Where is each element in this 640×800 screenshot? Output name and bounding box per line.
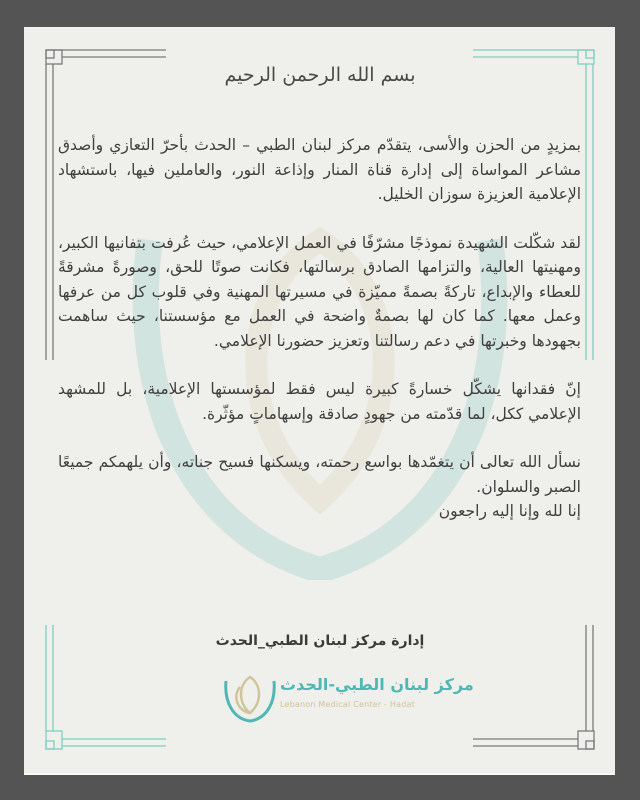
page-title: بسم الله الرحمن الرحيم — [224, 64, 416, 86]
signature: إدارة مركز لبنان الطبي_الحدث — [215, 633, 425, 649]
logo — [222, 673, 474, 723]
logo-name-arabic: مركز لبنان الطبي-الحدث — [280, 675, 474, 694]
lotus-logo-icon — [222, 673, 278, 723]
paragraph-loss: إنّ فقدانها يشكّل خسارةً كبيرة ليس فقط لمؤسستها الإعلامية، بل للمشهد الإعلامي ككل، لما قدّمته من جهودٍ صادقة وإسهاماتٍ مؤثّرة. — [58, 380, 581, 423]
letter-body — [58, 133, 581, 524]
paragraph-tribute: لقد شكّلت الشهيدة نموذجًا مشرّفًا في العمل الإعلامي، حيث عُرفت بتفانيها الكبير، ومهنيتها العالية، والتزامها الصادق برسالتها، فكانت صوتًا للحق، وصورةً مشرقةً للعطاء والإبداع، تاركةً بصمةً مميّزة في مسيرتها المهنية وفي قلوب كل من عرفها وعمل معها. كما كان لها بصمةٌ واضحة في العمل مع مؤسستنا، حيث ساهمت بجهودها وخبرتها في دعم رسالتنا وتعزيز حضورنا الإعلامي. — [58, 233, 581, 350]
paragraph-opening: بمزيدٍ من الحزن والأسى، يتقدّم مركز لبنان الطبي – الحدث بأحرّ التعازي وأصدق مشاعر المواساة إلى إدارة قناة المنار وإذاعة النور، والعاملين فيها، باستشهاد الإعلامية العزيزة سوزان الخليل. — [58, 136, 581, 203]
paragraph-prayer: نسأل الله تعالى أن يتغمّدها بواسع رحمته، ويسكنها فسيح جناته، وأن يلهمكم جميعًا الصبر والسلوان. — [58, 453, 581, 496]
logo-name-english: Lebanon Medical Center - Hadat — [280, 700, 415, 709]
closing-line: إنا لله وإنا إليه راجعون — [438, 502, 581, 520]
